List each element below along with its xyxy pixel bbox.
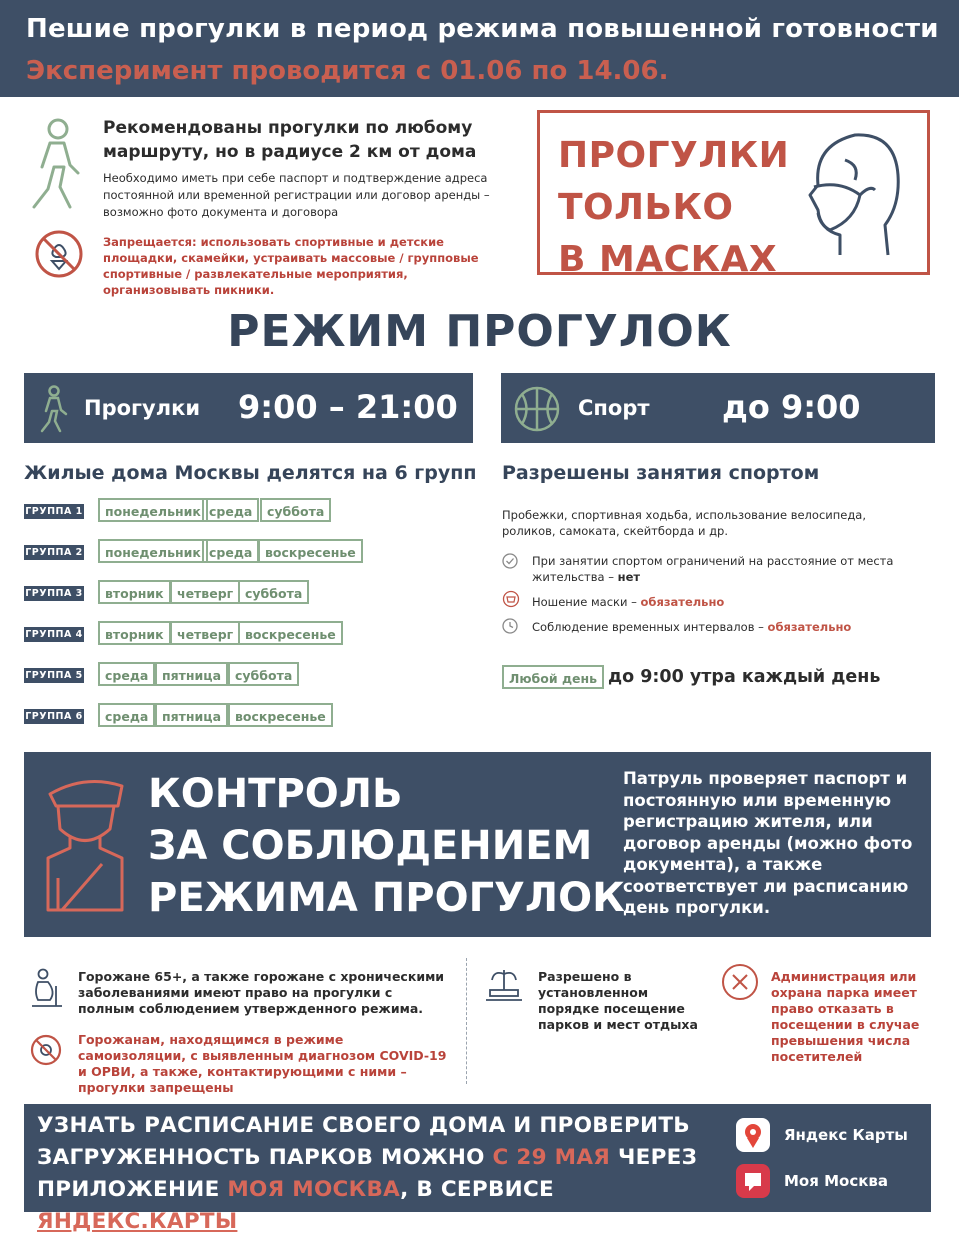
mask-line-3: В МАСКАХ <box>558 239 778 280</box>
group-4-label: ГРУППА 4 <box>25 629 83 640</box>
page-title: Пешие прогулки в период режима повышенной готовности <box>26 14 939 44</box>
elderly-note: Горожане 65+, а также горожане с хроническими заболеваниями имеют право на прогулки с полным соблюдением утвержденного режима. <box>78 969 445 1016</box>
footer-app-moscow[interactable]: МОЯ МОСКВА <box>227 1177 401 1202</box>
elderly-icon <box>30 968 64 1008</box>
group-4-day-2: четверг <box>170 621 240 645</box>
group-5-day-1: среда <box>98 662 155 686</box>
sport-label: Спорт <box>578 396 650 420</box>
sport-rule-distance-value: нет <box>617 570 641 584</box>
sport-rule-distance: При занятии спортом ограничений на расстояние от места жительства – нет <box>532 554 894 584</box>
group-1-day-3: суббота <box>260 498 331 522</box>
group-4-day-3: воскресенье <box>238 621 343 645</box>
walks-label: Прогулки <box>84 396 201 420</box>
control-title <box>148 768 625 924</box>
group-3-label: ГРУППА 3 <box>25 588 83 599</box>
mask-line-1: ПРОГУЛКИ <box>558 135 790 176</box>
documents-note: Необходимо иметь при себе паспорт и подтверждение адреса постоянной или временной регистрации или договор аренды – возможно фото документа и договора <box>103 171 490 219</box>
parks-note: Разрешено в установленном порядке посещение парков и мест отдыха <box>538 969 698 1032</box>
sport-bar <box>501 373 935 443</box>
walk-small-icon <box>38 385 70 433</box>
page-subtitle: Эксперимент проводится с 01.06 по 14.06. <box>26 56 669 86</box>
group-2-day-3: воскресенье <box>258 539 363 563</box>
moya-moskva-icon[interactable] <box>736 1164 770 1198</box>
notes-divider <box>466 958 467 1084</box>
group-2-label: ГРУППА 2 <box>25 547 83 558</box>
check-circle-icon <box>502 553 518 569</box>
walk-recommendation: Рекомендованы прогулки по любому маршруту, но в радиусе 2 км от дома <box>103 118 477 162</box>
group-5-day-3: суббота <box>228 662 299 686</box>
no-picnic-icon <box>34 229 84 279</box>
group-6-day-2: пятница <box>155 703 228 727</box>
any-day-time: до 9:00 утра каждый день <box>608 667 881 687</box>
control-line-2: ЗА СОБЛЮДЕНИЕМ <box>148 823 593 869</box>
group-5-day-2: пятница <box>155 662 228 686</box>
group-3-day-2: четверг <box>170 580 240 604</box>
group-3-day-3: суббота <box>238 580 309 604</box>
park-fountain-icon <box>484 964 524 1004</box>
sport-rule-interval: Соблюдение временных интервалов – обязательно <box>532 620 852 634</box>
isolation-note: Горожанам, находящимся в режиме самоизоляции, с выявленным диагнозом COVID-19 и ОРВИ, а также, контактирующими с ними – прогулки запрещены <box>78 1032 447 1095</box>
group-1-day-1: понедельник <box>98 498 208 522</box>
group-6-day-1: среда <box>98 703 155 727</box>
yandex-maps-icon[interactable] <box>736 1118 770 1152</box>
footer-text: УЗНАТЬ РАСПИСАНИЕ СВОЕГО ДОМА И ПРОВЕРИТЬ ЗАГРУЖЕННОСТЬ ПАРКОВ МОЖНО С 29 МАЯ ЧЕРЕЗ ПРИЛОЖЕНИЕ МОЯ МОСКВА, В СЕРВИСЕ ЯНДЕКС.КАРТЫ <box>37 1113 698 1234</box>
sport-rule-mask-value: обязательно <box>640 595 725 609</box>
regime-title: РЕЖИМ ПРОГУЛОК <box>227 306 732 357</box>
basketball-icon <box>513 385 561 433</box>
control-line-1: КОНТРОЛЬ <box>148 771 403 817</box>
admin-note: Администрация или охрана парка имеет право отказать в посещении в случае превышения числа посетителей <box>771 969 920 1064</box>
walks-time: 9:00 – 21:00 <box>238 388 458 426</box>
clock-icon <box>502 618 518 634</box>
moya-moskva-label[interactable]: Моя Москва <box>784 1172 889 1190</box>
mask-face-icon <box>800 125 910 260</box>
forbidden-note: Запрещается: использовать спортивные и детские площадки, скамейки, устраивать массовые / групповые спортивные / развлекательные мероприятия, организовывать пикники. <box>103 235 479 297</box>
footer-app-yandex[interactable]: ЯНДЕКС.КАРТЫ <box>37 1209 238 1234</box>
group-1-day-2: среда <box>202 498 259 522</box>
footer-date: С 29 МАЯ <box>492 1145 611 1170</box>
group-3-day-1: вторник <box>98 580 171 604</box>
yandex-maps-label[interactable]: Яндекс Карты <box>784 1126 908 1144</box>
groups-title: Жилые дома Москвы делятся на 6 групп <box>24 462 477 484</box>
group-1-label: ГРУППА 1 <box>25 506 83 517</box>
sport-rule-mask: Ношение маски – обязательно <box>532 595 725 609</box>
sport-title: Разрешены занятия спортом <box>502 462 820 484</box>
police-officer-icon <box>40 774 130 914</box>
mask-line-2: ТОЛЬКО <box>558 187 734 228</box>
mask-small-icon <box>502 590 520 608</box>
mask-notice-text <box>558 130 798 286</box>
group-2-day-1: понедельник <box>98 539 208 563</box>
any-day-tag: Любой день <box>502 665 604 689</box>
no-virus-icon <box>30 1034 62 1066</box>
deny-icon <box>720 962 760 1002</box>
group-6-label: ГРУППА 6 <box>25 711 83 722</box>
group-6-day-3: воскресенье <box>228 703 333 727</box>
control-line-3: РЕЖИМА ПРОГУЛОК <box>148 875 625 921</box>
group-5-label: ГРУППА 5 <box>25 670 83 681</box>
group-2-day-2: среда <box>202 539 259 563</box>
control-description: Патруль проверяет паспорт и постоянную или временную регистрацию жителя, или договор аренды (можно фото документа), а также соответствует ли расписанию день прогулки. <box>623 769 913 917</box>
pedestrian-icon <box>28 117 88 212</box>
group-4-day-1: вторник <box>98 621 171 645</box>
sport-activities: Пробежки, спортивная ходьба, использование велосипеда, роликов, самоката, скейтборда и др. <box>502 508 866 538</box>
sport-time: до 9:00 <box>722 388 861 426</box>
sport-rule-interval-value: обязательно <box>767 620 852 634</box>
